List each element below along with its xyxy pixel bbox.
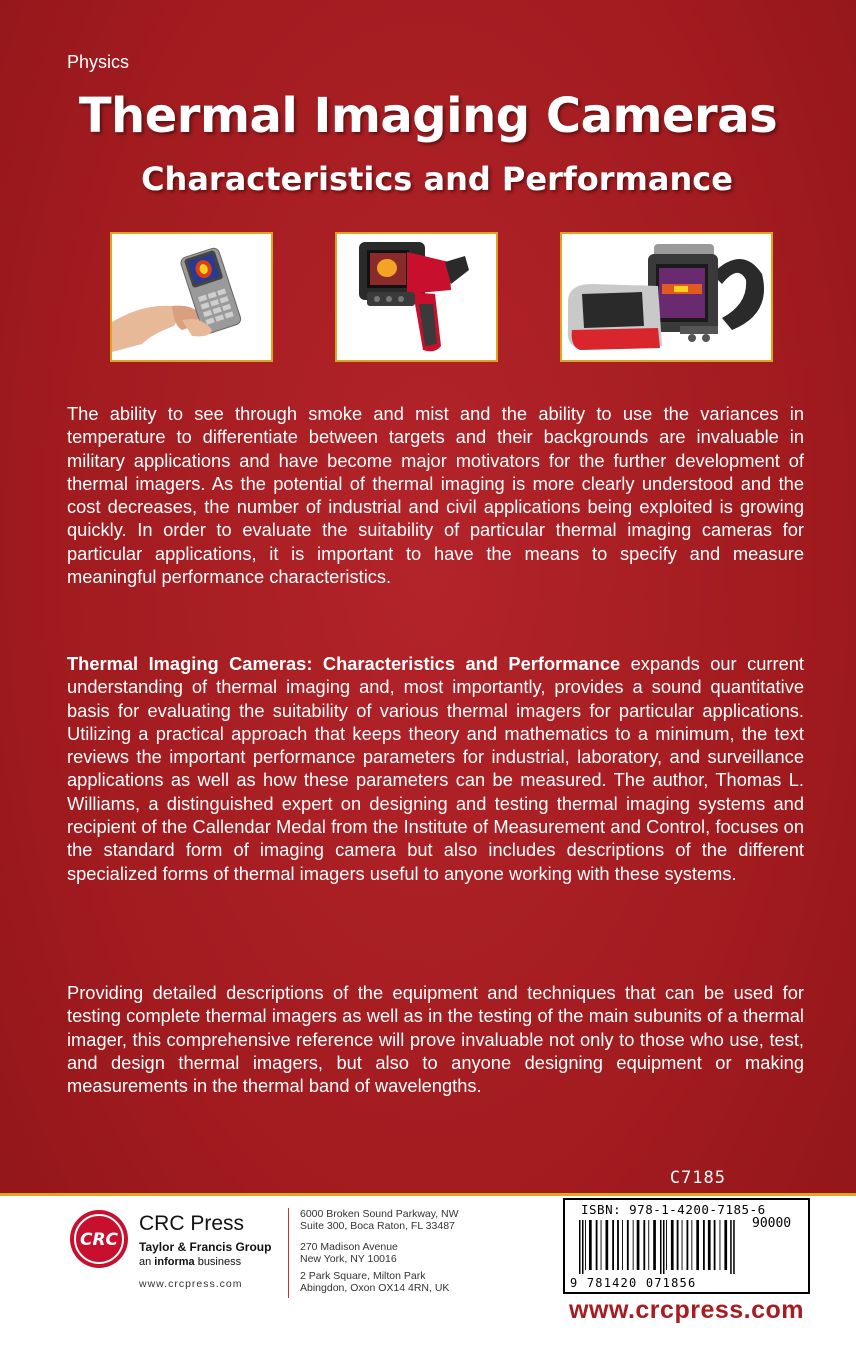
address-florida <box>300 1208 459 1232</box>
barcode-bar <box>582 1220 584 1274</box>
barcode-digits: 9 781420 071856 <box>570 1276 697 1290</box>
barcode-bar <box>653 1220 656 1270</box>
address-line: Suite 300, Boca Raton, FL 33487 <box>300 1220 455 1232</box>
description-paragraph-2 <box>67 652 804 885</box>
publisher-website-link[interactable]: www.crcpress.com <box>139 1278 243 1290</box>
barcode-bar <box>637 1220 640 1270</box>
handheld-thermal-camera-photo <box>335 232 498 362</box>
barcode-bar <box>660 1220 662 1274</box>
paragraph-rest: expands our current understanding of thermal imaging and, most importantly, provides a sound quantitative basis for evaluating the suitability of various thermal imagers for particular applications. Utilizing a practical approach that keeps theory and mathematics to a minimum, the text reviews the important performance parameters for industrial, laboratory, and surveillance applications as well as how these parameters can be measured. The author, Thomas L. Williams, a distinguished expert on designing and testing thermal imaging systems and recipient of the Callendar Medal from the Institute of Measurement and Control, focuses on the standard form of imaging camera but also includes descriptions of the different specialized forms of thermal imagers useful to anyone working with these systems. <box>67 653 804 884</box>
address-line: 6000 Broken Sound Parkway, NW <box>300 1208 459 1220</box>
barcode-bar <box>724 1220 727 1270</box>
subject-label: Physics <box>67 52 130 72</box>
barcode-bar <box>627 1220 629 1270</box>
barcode-bar <box>714 1220 716 1270</box>
book-title-inline: Thermal Imaging Cameras: Characteristics and Performance <box>67 653 621 674</box>
catalog-number: C7185 <box>669 1168 726 1188</box>
address-line: 270 Madison Avenue <box>300 1241 398 1253</box>
address-line: New York, NY 10016 <box>300 1253 397 1265</box>
barcode-bar <box>612 1220 614 1270</box>
price-code: 90000 <box>752 1216 792 1231</box>
address-divider <box>288 1208 289 1298</box>
barcode-bar <box>677 1220 679 1270</box>
description-paragraph-3 <box>67 981 804 1097</box>
barcode-bar <box>622 1220 623 1270</box>
barcode-bar <box>691 1220 692 1270</box>
barcode-bars <box>575 1220 800 1274</box>
barcode-bar <box>696 1220 699 1270</box>
tagline-bold: informa <box>154 1256 195 1268</box>
barcode-bar <box>730 1220 732 1274</box>
barcode-bar <box>720 1220 721 1270</box>
description-paragraph-1 <box>67 402 804 588</box>
barcode-bar <box>579 1220 581 1274</box>
thermal-camera-with-strap-photo <box>560 232 773 362</box>
barcode-bar <box>682 1220 683 1270</box>
barcode-bar <box>687 1220 689 1270</box>
book-subtitle: Characteristics and Performance <box>141 160 733 198</box>
logo-text: CRC <box>79 1230 119 1250</box>
barcode-bar <box>589 1220 592 1270</box>
book-title: Thermal Imaging Cameras <box>78 88 778 144</box>
address-uk <box>300 1270 449 1294</box>
tagline-prefix: an <box>139 1256 155 1268</box>
paragraph-text <box>67 652 804 885</box>
informa-tagline <box>139 1256 241 1268</box>
publisher-name: CRC Press <box>139 1212 245 1235</box>
isbn-label: ISBN: 978-1-4200-7185-6 <box>581 1202 766 1217</box>
address-line: Abingdon, Oxon OX14 4RN, UK <box>300 1282 450 1294</box>
barcode-bar <box>643 1220 645 1270</box>
address-line: 2 Park Square, Milton Park <box>300 1270 426 1282</box>
crc-press-logo <box>68 1208 130 1270</box>
publisher-group: Taylor & Francis Group <box>139 1240 272 1254</box>
barcode-bar <box>671 1220 674 1270</box>
barcode-bar <box>585 1220 586 1270</box>
paragraph-text: Providing detailed descriptions of the equipment and techniques that can be used for testing complete thermal imagers as well as in the testing of the main subunits of a thermal imager, this comprehensive reference will prove invaluable not only to those who use, test, and design thermal imagers, but also to anyone designing equipment or making measurements in the thermal band of wavelengths. <box>67 982 804 1097</box>
barcode-bar <box>708 1220 711 1270</box>
barcode-bar <box>666 1220 667 1270</box>
barcode-bar <box>633 1220 634 1270</box>
barcode-bar <box>617 1220 619 1270</box>
barcode-bar <box>606 1220 609 1270</box>
address-new-york <box>300 1241 398 1265</box>
barcode-bar <box>703 1220 705 1270</box>
tagline-suffix: business <box>194 1256 242 1268</box>
paragraph-text: The ability to see through smoke and mist and the ability to use the variances in temperature to differentiate between targets and their backgrounds are invaluable in military applications and have become major motivators for the further development of thermal imagers. As the potential of thermal imaging is more clearly understood and the cost decreases, the number of industrial and civil applications being exploited is growing quickly. In order to evaluate the suitability of particular thermal imaging cameras for particular applications, it is important to have the means to specify and measure meaningful performance characteristics. <box>67 403 804 588</box>
barcode-bar <box>733 1220 735 1274</box>
barcode-bar <box>648 1220 649 1270</box>
barcode-bar <box>596 1220 598 1270</box>
barcode-bar <box>663 1220 665 1274</box>
barcode-bar <box>601 1220 602 1270</box>
footer-website-link[interactable]: www.crcpress.com <box>569 1296 804 1324</box>
phone-thermal-camera-photo <box>110 232 273 362</box>
